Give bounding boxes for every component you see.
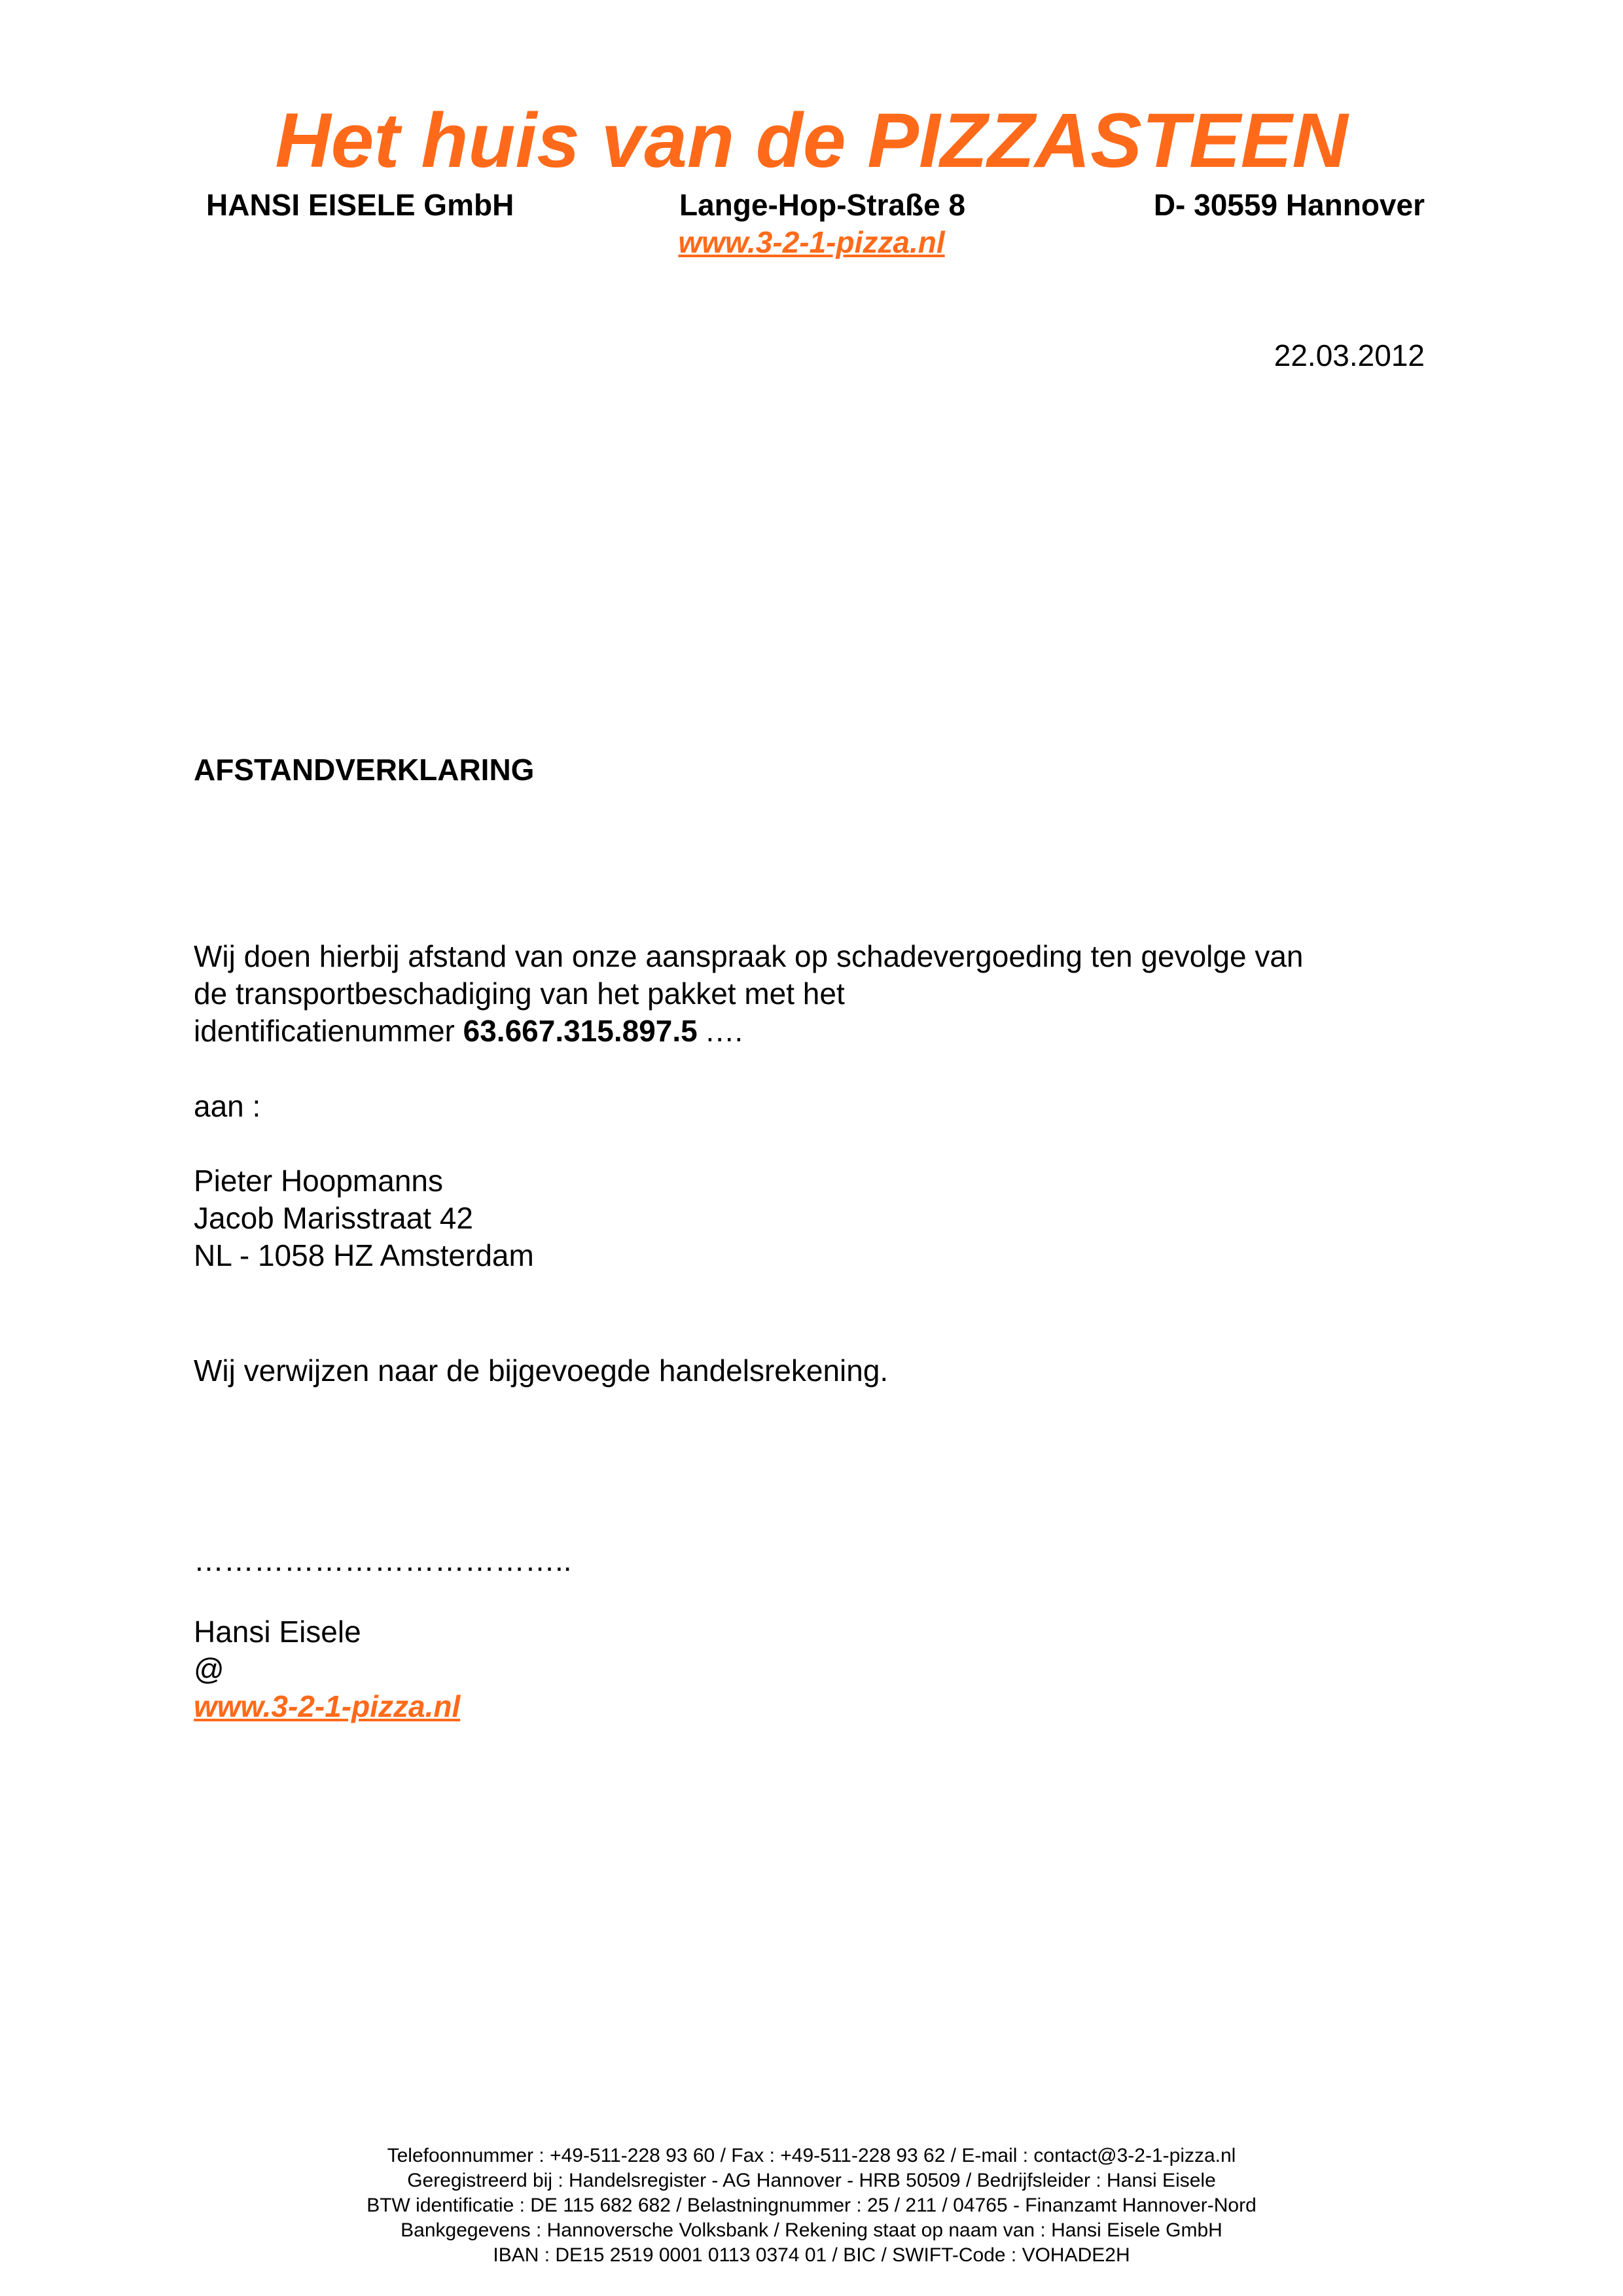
- letter-date: 22.03.2012: [1274, 338, 1425, 372]
- body-line-3: [194, 1013, 744, 1049]
- body-line-3-prefix: identificatienummer: [194, 1014, 463, 1048]
- recipient-city: NL - 1058 HZ Amsterdam: [194, 1238, 534, 1272]
- recipient-street: Jacob Marisstraat 42: [194, 1201, 473, 1235]
- company-city: D- 30559 Hannover: [1153, 188, 1425, 222]
- footer-tax: BTW identificatie : DE 115 682 682 / Belastningnummer : 25 / 211 / 04765 - Finanzamt Hannover-Nord: [366, 2195, 1257, 2216]
- letterhead-website-link[interactable]: www.3-2-1-pizza.nl: [678, 225, 945, 259]
- at-sign: @: [194, 1652, 224, 1686]
- body-line-1: Wij doen hierbij afstand van onze aanspraak op schadevergoeding ten gevolge van: [194, 939, 1304, 973]
- recipient-label: aan :: [194, 1089, 261, 1123]
- identification-number: 63.667.315.897.5: [463, 1014, 698, 1048]
- footer-contact: Telefoonnummer : +49-511-228 93 60 / Fax : +49-511-228 93 62 / E-mail : contact@3-2-1-pizza.nl: [387, 2145, 1236, 2166]
- footer-registration: Geregistreerd bij : Handelsregister - AG Hannover - HRB 50509 / Bedrijfsleider : Hansi Eisele: [407, 2170, 1216, 2191]
- letterhead-website-wrapper: [0, 224, 1623, 260]
- signature-website-wrapper: [194, 1688, 460, 1725]
- company-name: HANSI EISELE GmbH: [206, 188, 514, 222]
- reference-line: Wij verwijzen naar de bijgevoegde handelsrekening.: [194, 1354, 889, 1388]
- signer-name: Hansi Eisele: [194, 1615, 361, 1649]
- company-street: Lange-Hop-Straße 8: [679, 188, 966, 222]
- document-heading: AFSTANDVERKLARING: [194, 753, 535, 787]
- footer-bank: Bankgegevens : Hannoversche Volksbank / Rekening staat op naam van : Hansi Eisele GmbH: [401, 2219, 1222, 2241]
- signature-line: ………………………………..: [194, 1543, 572, 1577]
- letterhead-title: Het huis van de PIZZASTEEN: [275, 98, 1348, 184]
- signature-website-link[interactable]: www.3-2-1-pizza.nl: [194, 1689, 461, 1723]
- footer-iban: IBAN : DE15 2519 0001 0113 0374 01 / BIC / SWIFT-Code : VOHADE2H: [493, 2244, 1130, 2266]
- recipient-name: Pieter Hoopmanns: [194, 1164, 443, 1198]
- body-line-2: de transportbeschadiging van het pakket met het: [194, 977, 845, 1011]
- body-line-3-suffix: .…: [697, 1014, 745, 1048]
